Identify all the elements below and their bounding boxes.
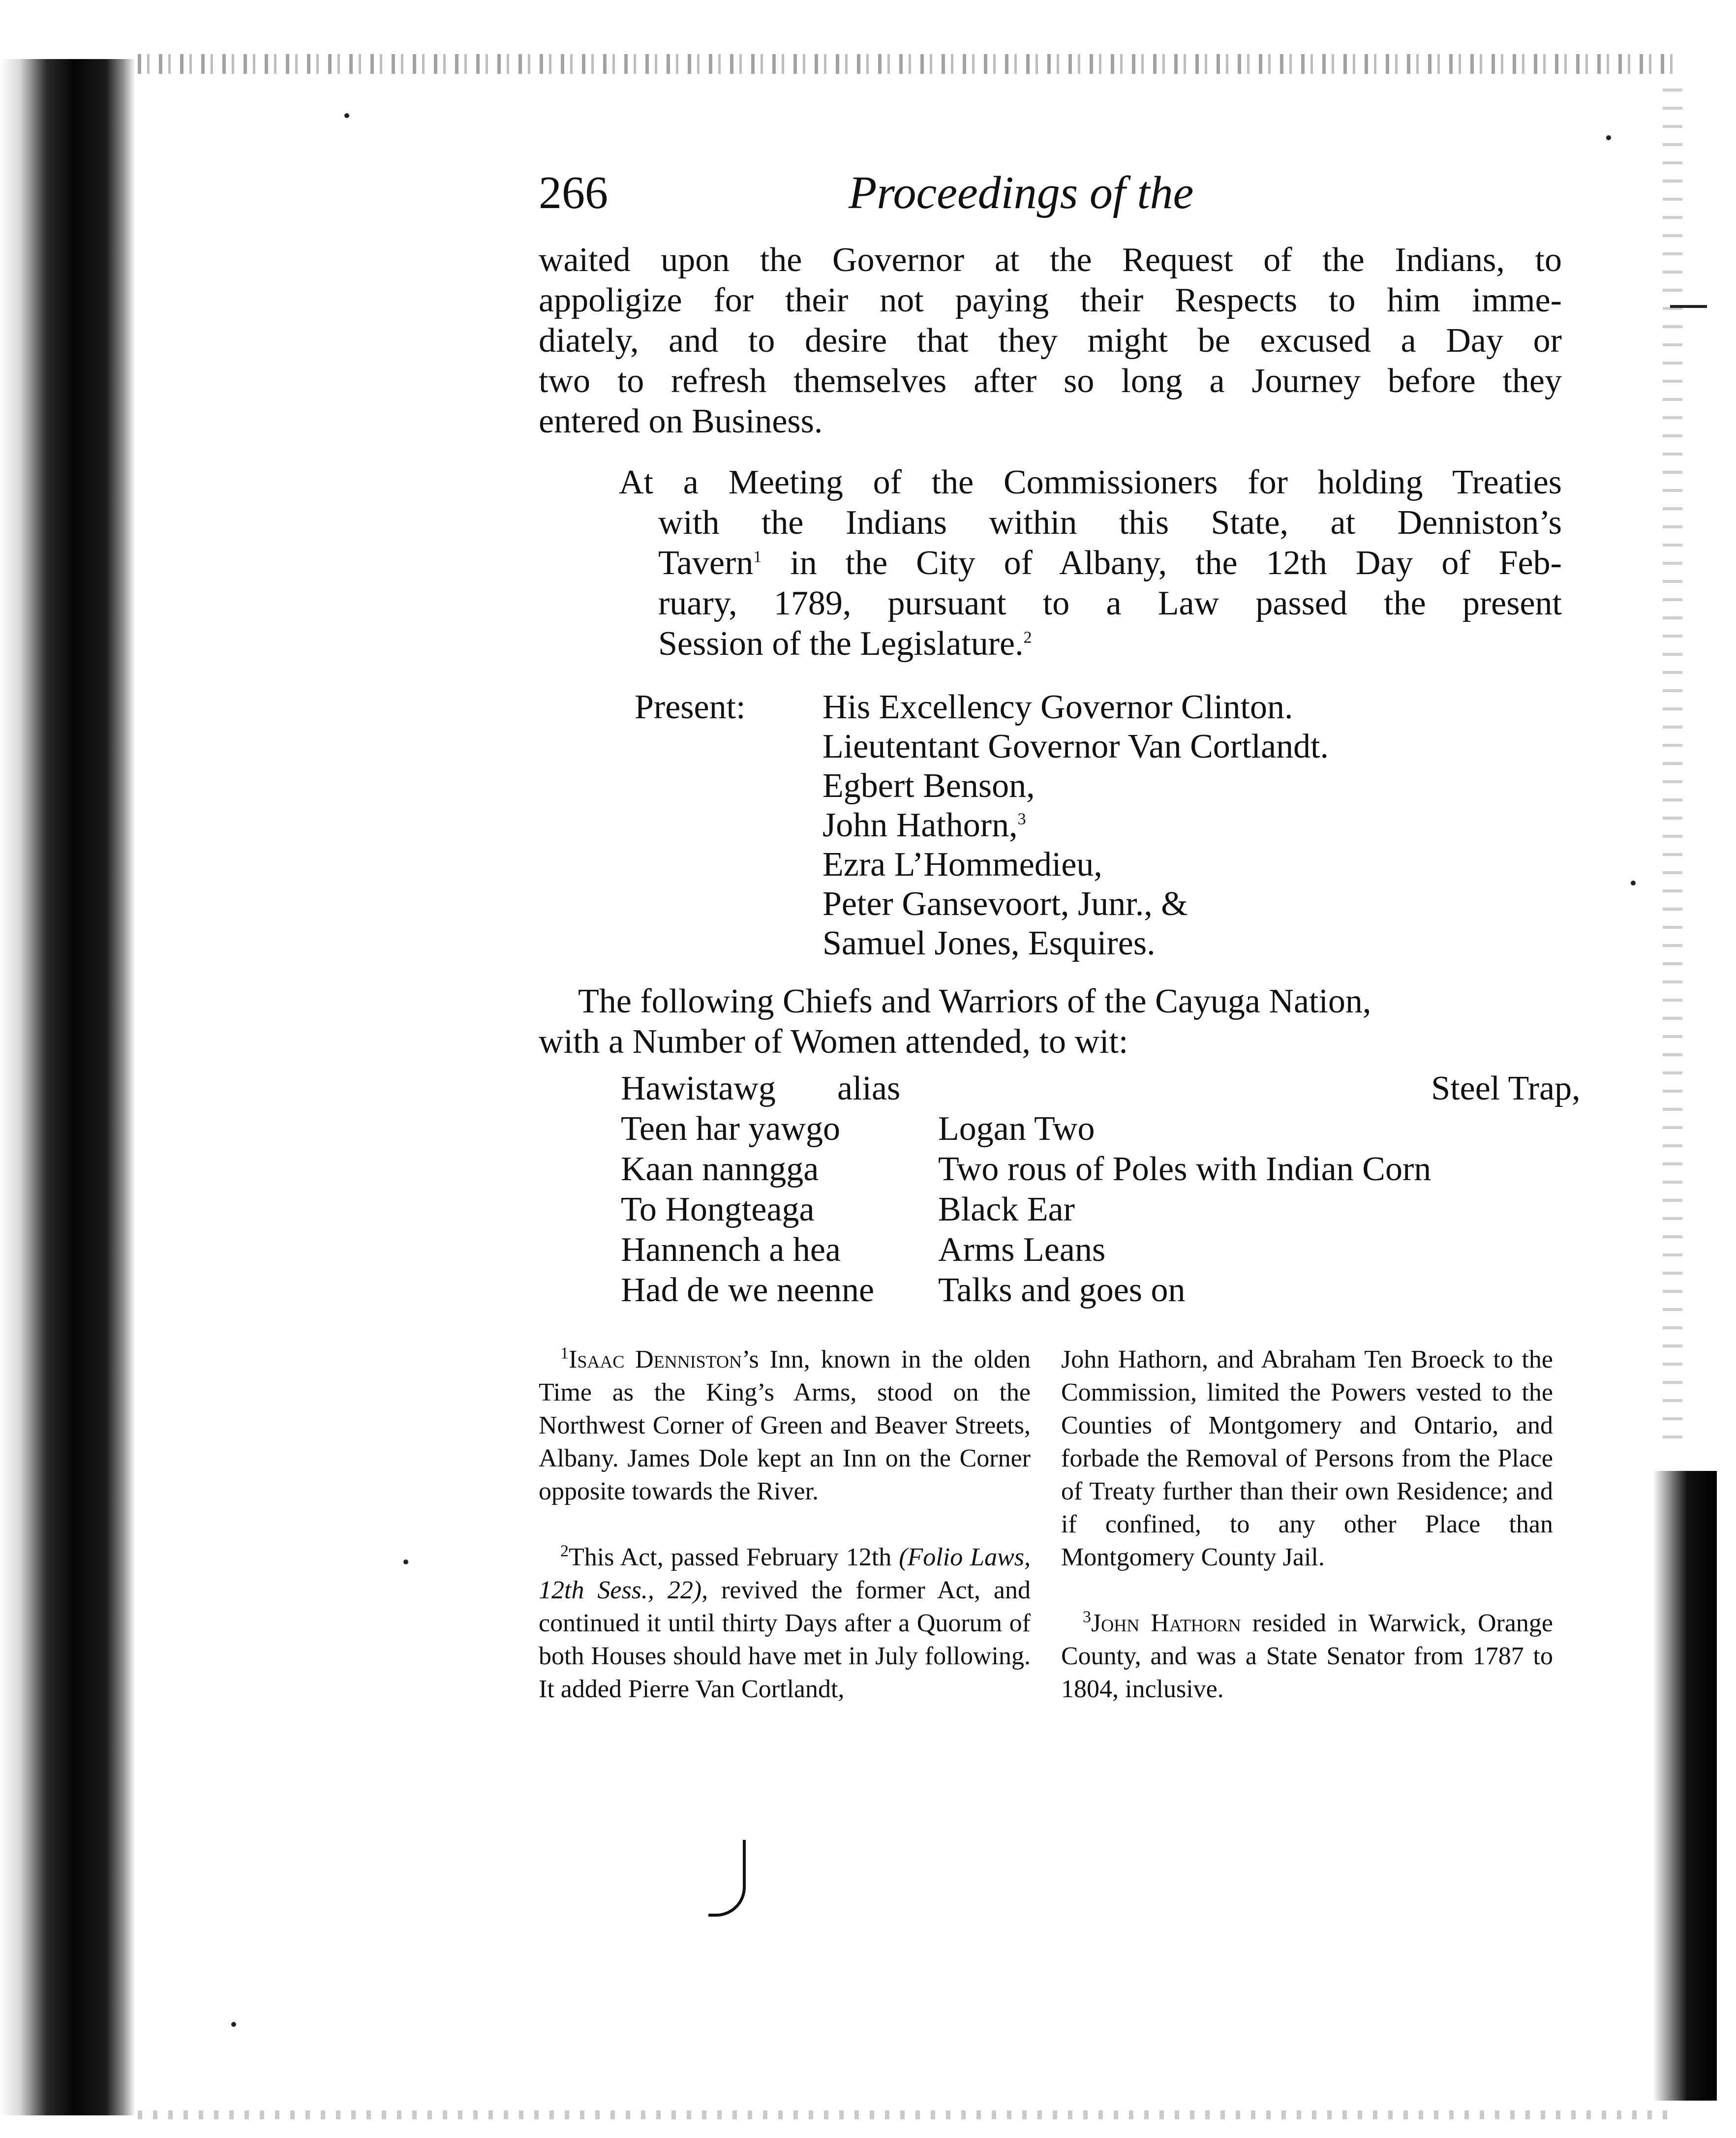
footnote-ref-2: 2 [1023,628,1032,647]
footnote-text: This Act, passed February 12th [569,1543,899,1571]
page-number: 266 [539,167,608,218]
text-line: The following Chiefs and Warriors of the Cayuga Nation, [578,982,1371,1020]
chiefs-table-body [621,1069,1581,1311]
list-item: Ezra L’Hommedieu, [822,846,1102,884]
chief-english-name: Black Ear [938,1191,1075,1228]
table-row [621,1069,1581,1109]
list-item: Egbert Benson, [822,767,1035,805]
footnote-marker: 1 [560,1344,569,1363]
footnote-1 [539,1343,1031,1508]
footnote-ref-1: 1 [753,548,762,566]
chief-indian-name: Teen har yawgo [621,1110,841,1148]
footnote-text: revived the former Act, and continued it until thirty Days after a Quorum of both Houses should have met in July following. It added Pierre Van Cortlandt, [539,1576,1031,1703]
text-line: diately, and to desire that they might be excused a Day or [539,322,1562,360]
text-line: waited upon the Governor at the Request of the Indians, to [539,241,1562,279]
text-fragment: Session of the Legislature. [658,625,1024,663]
text-line: two to refresh themselves after so long a Journey before they [539,362,1562,400]
meeting-paragraph [619,462,1562,664]
footnote-2 [539,1541,1031,1706]
text-fragment: in the City of Albany, the 12th Day of Feb- [761,544,1562,582]
text-fragment: Tavern [658,544,754,582]
chief-english-name: Logan Two [938,1110,1095,1148]
running-head [539,165,1252,239]
alias-word: alias [837,1069,901,1107]
footnote-3 [1061,1607,1553,1706]
scan-speck [231,2022,236,2027]
scan-edge-specks-right [1663,89,1682,1446]
list-item: Peter Gansevoort, Junr., & [822,885,1188,923]
text-line: with the Indians within this State, at Denniston’s [658,504,1562,542]
margin-dash-mark [1670,305,1707,308]
text-line: At a Meeting of the Commissioners for holding Treaties [619,463,1562,501]
table-row [621,1109,1581,1149]
footnote-marker: 3 [1083,1608,1091,1626]
text-line: ruary, 1789, pursuant to a Law passed the present [658,584,1562,622]
footnote-name: Isaac Denniston [569,1345,742,1374]
chief-english-name: Steel Trap, [1431,1069,1581,1107]
chief-english-name: Arms Leans [938,1231,1106,1269]
list-item: Samuel Jones, Esquires. [822,924,1156,962]
opening-paragraph [539,240,1562,442]
scan-edge-shadow-right [1653,1471,1717,2101]
running-title: Proceedings of the [849,167,1194,218]
chiefs-intro-paragraph [539,981,1562,1062]
table-row [621,1149,1581,1190]
scan-binding-shadow-left [0,59,135,2115]
footnote-citation: (Folio Laws, 12th Sess., 22), [539,1543,1031,1604]
chiefs-table [621,1069,1581,1311]
chief-indian-name: Hannench a hea [621,1231,841,1269]
table-row [621,1190,1581,1230]
table-row [621,1230,1581,1270]
list-item-text: John Hathorn, [822,806,1018,844]
scan-speck [1631,881,1636,886]
footnote-text: resided in Warwick, Orange County, and was a State Senator from 1787 to 1804, inclusive. [1061,1609,1553,1703]
footnotes [539,1343,1562,1786]
footnotes-column-left [539,1343,1031,1739]
footnote-marker: 2 [560,1542,569,1560]
text-line: appoligize for their not paying their Respects to him imme- [539,281,1562,319]
list-item: Lieutentant Governor Van Cortlandt. [822,728,1329,765]
handwritten-pen-mark [708,1840,746,1917]
text-line [619,543,1562,583]
footnote-name: John Hathorn [1091,1609,1241,1637]
text-line: entered on Business. [539,402,823,440]
present-members-list [822,688,1329,963]
footnotes-column-right [1061,1343,1553,1739]
chief-indian-name: Had de we neenne [621,1271,875,1309]
list-item [822,806,1329,845]
chief-indian-name: Hawistawg [621,1069,776,1107]
text-line: with a Number of Women attended, to wit: [539,1023,1128,1061]
chief-english-name: Talks and goes on [938,1271,1186,1309]
chief-indian-name: Kaan nanngga [621,1150,819,1188]
chief-english-name: Two rous of Poles with Indian Corn [938,1150,1431,1188]
scan-speck [403,1559,408,1564]
scan-edge-top [138,54,1673,74]
footnote-2-continued: John Hathorn, and Abraham Ten Broeck to the Commission, limited the Powers vested to the Counties of Montgomery and Ontario, and forbade the Removal of Persons from the Place of Treaty further than their own Residence; and if confined, to any other Place than Montgomery County Jail. [1061,1345,1553,1571]
footnote-text: ’s Inn, known in the olden Time as the King’s Arms, stood on the Northwest Corner of Green and Beaver Streets, Albany. James Dole kept an Inn on the Corner opposite towards the River. [539,1345,1031,1505]
footnote-ref-3: 3 [1017,810,1026,828]
text-line [619,624,1562,664]
scan-speck [344,113,349,118]
table-row [621,1270,1581,1311]
list-item: His Excellency Governor Clinton. [822,688,1293,726]
present-label: Present: [635,688,746,726]
scan-speck [1606,135,1611,140]
scan-edge-bottom [138,2110,1673,2119]
chief-indian-name: To Hongteaga [621,1191,815,1228]
